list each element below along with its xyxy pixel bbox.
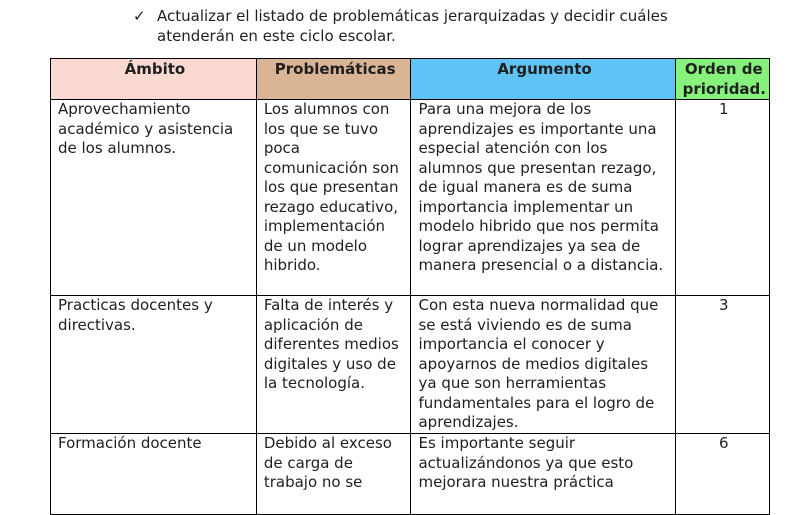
cell-ambito: Formación docente [51,434,257,515]
cell-problematicas: Falta de interés y aplicación de diferentes medios digitales y uso de la tecnología. [256,296,411,434]
cell-orden: 3 [675,296,769,434]
cell-argumento: Es importante seguir actualizándonos ya que esto mejorara nuestra práctica [411,434,675,515]
priorities-table-container [50,58,770,515]
priorities-table [50,58,770,515]
header-ambito: Ámbito [51,59,257,100]
cell-problematicas: Debido al exceso de carga de trabajo no se [256,434,411,515]
header-orden-prioridad: Orden de prioridad. [675,59,769,100]
intro-bullet [133,6,733,46]
cell-orden: 6 [675,434,769,515]
intro-text: Actualizar el listado de problemáticas jerarquizadas y decidir cuáles atenderán en este ciclo escolar. [157,7,668,45]
cell-ambito: Aprovechamiento académico y asistencia de los alumnos. [51,100,257,296]
cell-orden: 1 [675,100,769,296]
table-row [51,296,770,434]
header-problematicas: Problemáticas [256,59,411,100]
header-argumento: Argumento [411,59,675,100]
checkmark-icon: ✓ [133,7,146,25]
table-row [51,434,770,515]
cell-argumento: Para una mejora de los aprendizajes es importante una especial atención con los alumnos que presentan rezago, de igual manera es de suma importancia implementar un modelo hibrido que nos permita lograr aprendizajes ya sea de manera presencial o a distancia. [411,100,675,296]
table-row [51,100,770,296]
cell-argumento: Con esta nueva normalidad que se está viviendo es de suma importancia el conocer y apoyarnos de medios digitales ya que son herramientas fundamentales para el logro de aprendizajes. [411,296,675,434]
cell-ambito: Practicas docentes y directivas. [51,296,257,434]
cell-problematicas: Los alumnos con los que se tuvo poca comunicación son los que presentan rezago educativo, implementación de un modelo hibrido. [256,100,411,296]
table-header-row [51,59,770,100]
